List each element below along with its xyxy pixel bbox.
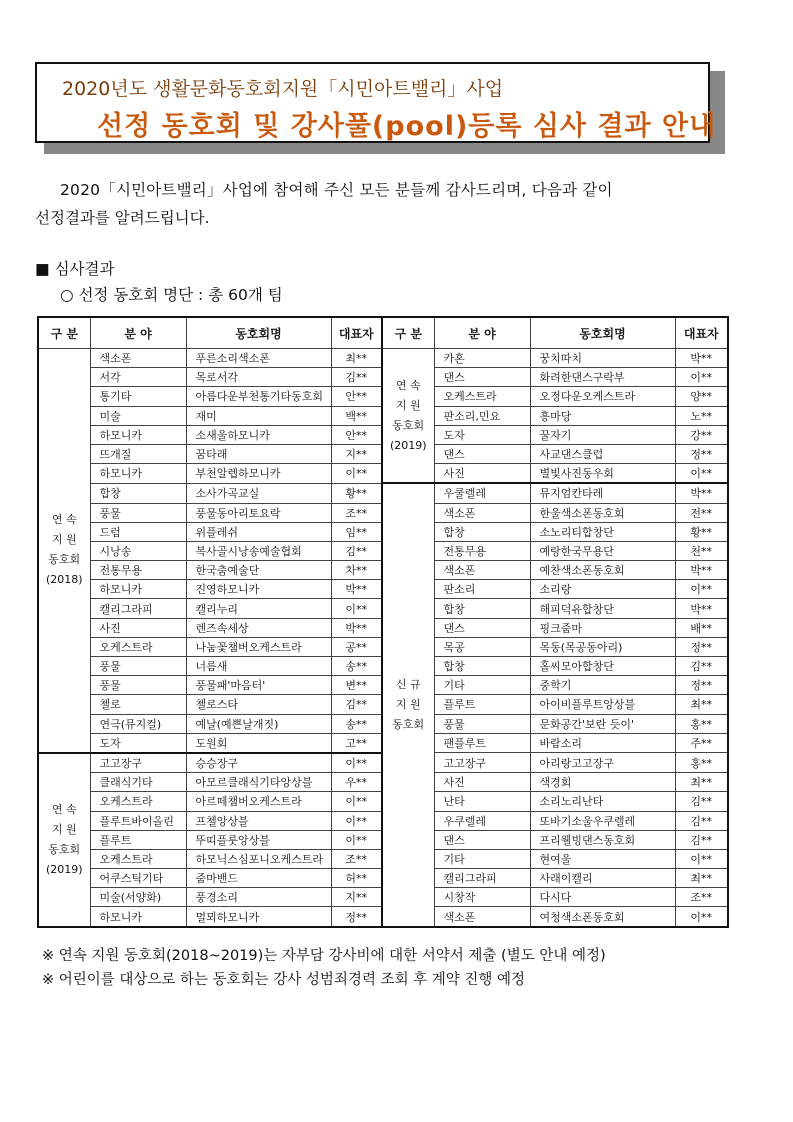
representative-cell: 박** bbox=[675, 483, 728, 503]
club-name-cell: 별빛사진동우회 bbox=[530, 464, 675, 484]
representative-cell: 이** bbox=[331, 599, 382, 618]
field-cell: 색소폰 bbox=[434, 907, 530, 927]
representative-cell: 임** bbox=[331, 522, 382, 541]
table-row bbox=[38, 349, 728, 368]
field-cell: 고고장구 bbox=[434, 753, 530, 773]
club-name-cell: 소새울하모니카 bbox=[186, 425, 331, 444]
representative-cell: 주** bbox=[675, 733, 728, 753]
representative-cell: 황** bbox=[331, 483, 382, 503]
representative-cell: 김** bbox=[675, 657, 728, 676]
group-label-line: 연 속 bbox=[51, 802, 77, 816]
note-1: ※ 연속 지원 동호회(2018~2019)는 자부담 강사비에 대한 서약서 제출 (별도 안내 예정) bbox=[42, 948, 606, 964]
representative-cell: 우** bbox=[331, 773, 382, 792]
field-cell: 합창 bbox=[434, 657, 530, 676]
club-name-cell: 해피덕유합창단 bbox=[530, 599, 675, 618]
representative-cell: 김** bbox=[331, 541, 382, 560]
club-name-cell: 색경회 bbox=[530, 773, 675, 792]
club-name-cell: 하모닉스심포니오케스트라 bbox=[186, 849, 331, 868]
representative-cell: 허** bbox=[331, 869, 382, 888]
field-cell: 댄스 bbox=[434, 368, 530, 387]
field-cell: 어쿠스틱기타 bbox=[90, 869, 186, 888]
club-name-cell: 아모르클래식기타앙상블 bbox=[186, 773, 331, 792]
representative-cell: 정** bbox=[675, 637, 728, 656]
field-cell: 목공 bbox=[434, 637, 530, 656]
field-cell: 우쿨렐레 bbox=[434, 483, 530, 503]
club-name-cell: 문화공간'보란 듯이' bbox=[530, 714, 675, 733]
club-name-cell: 예날(예쁜날개짓) bbox=[186, 714, 331, 733]
representative-cell: 정** bbox=[675, 444, 728, 463]
representative-cell: 홍** bbox=[675, 714, 728, 733]
field-cell: 판소리,민요 bbox=[434, 406, 530, 425]
club-name-cell: 풍물패'마음터' bbox=[186, 676, 331, 695]
field-cell: 하모니카 bbox=[90, 464, 186, 484]
field-cell: 서각 bbox=[90, 368, 186, 387]
club-name-cell: 꿈타래 bbox=[186, 444, 331, 463]
field-cell: 카혼 bbox=[434, 349, 530, 368]
group-label-line: 지 원 bbox=[395, 697, 421, 711]
representative-cell: 김** bbox=[331, 695, 382, 714]
club-name-cell: 캘리누리 bbox=[186, 599, 331, 618]
representative-cell: 강** bbox=[675, 425, 728, 444]
representative-cell: 이** bbox=[331, 811, 382, 830]
table-header-cell: 구 분 bbox=[38, 317, 90, 349]
club-name-cell: 사교댄스클럽 bbox=[530, 444, 675, 463]
field-cell: 미술(서양화) bbox=[90, 888, 186, 907]
table-header-row bbox=[38, 317, 728, 349]
club-name-cell: 도원회 bbox=[186, 733, 331, 753]
club-name-cell: 현여울 bbox=[530, 849, 675, 868]
group-label bbox=[38, 349, 90, 753]
field-cell: 풍물 bbox=[90, 503, 186, 522]
field-cell: 댄스 bbox=[434, 444, 530, 463]
club-name-cell: 오정다운오케스트라 bbox=[530, 387, 675, 406]
field-cell: 오케스트라 bbox=[90, 849, 186, 868]
field-cell: 플루트 bbox=[434, 695, 530, 714]
representative-cell: 양** bbox=[675, 387, 728, 406]
representative-cell: 안** bbox=[331, 425, 382, 444]
field-cell: 사진 bbox=[434, 464, 530, 484]
club-name-cell: 소노리티합창단 bbox=[530, 522, 675, 541]
field-cell: 도자 bbox=[434, 425, 530, 444]
field-cell: 하모니카 bbox=[90, 425, 186, 444]
club-name-cell: 목로서각 bbox=[186, 368, 331, 387]
group-label-line: 동호회 bbox=[48, 842, 81, 856]
club-name-cell: 프첼앙상블 bbox=[186, 811, 331, 830]
club-name-cell: 여청색소폰동호회 bbox=[530, 907, 675, 927]
field-cell: 색소폰 bbox=[434, 503, 530, 522]
representative-cell: 이** bbox=[675, 907, 728, 927]
representative-cell: 박** bbox=[331, 580, 382, 599]
representative-cell: 김** bbox=[675, 830, 728, 849]
representative-cell: 이** bbox=[675, 849, 728, 868]
representative-cell: 박** bbox=[675, 349, 728, 368]
table-header-cell: 분 야 bbox=[90, 317, 186, 349]
field-cell: 사진 bbox=[434, 773, 530, 792]
club-name-cell: 승승장구 bbox=[186, 753, 331, 773]
field-cell: 첼로 bbox=[90, 695, 186, 714]
field-cell: 난타 bbox=[434, 792, 530, 811]
representative-cell: 조** bbox=[331, 849, 382, 868]
field-cell: 기타 bbox=[434, 849, 530, 868]
club-name-cell: 첼로스타 bbox=[186, 695, 331, 714]
representative-cell: 김** bbox=[675, 792, 728, 811]
field-cell: 합창 bbox=[90, 483, 186, 503]
representative-cell: 최** bbox=[675, 869, 728, 888]
club-name-cell: 진영하모니카 bbox=[186, 580, 331, 599]
club-name-cell: 다시다 bbox=[530, 888, 675, 907]
representative-cell: 홍** bbox=[675, 753, 728, 773]
representative-cell: 천** bbox=[675, 541, 728, 560]
field-cell: 색소폰 bbox=[434, 561, 530, 580]
representative-cell: 전** bbox=[675, 503, 728, 522]
group-label-line: 신 규 bbox=[395, 677, 421, 691]
group-label-line: 연 속 bbox=[395, 378, 421, 392]
club-name-cell: 홀씨모아합창단 bbox=[530, 657, 675, 676]
club-name-cell: 꿍치따치 bbox=[530, 349, 675, 368]
representative-cell: 정** bbox=[675, 676, 728, 695]
representative-cell: 이** bbox=[331, 464, 382, 484]
group-label-line: 동호회 bbox=[48, 553, 81, 567]
title-box bbox=[35, 62, 717, 143]
field-cell: 전통무용 bbox=[434, 541, 530, 560]
club-name-cell: 한울색소폰동호회 bbox=[530, 503, 675, 522]
representative-cell: 지** bbox=[331, 444, 382, 463]
club-name-cell: 소리랑 bbox=[530, 580, 675, 599]
group-label-line: 동호회 bbox=[392, 717, 425, 731]
field-cell: 댄스 bbox=[434, 618, 530, 637]
group-label bbox=[382, 483, 434, 926]
table-header-cell: 분 야 bbox=[434, 317, 530, 349]
field-cell: 풍물 bbox=[90, 676, 186, 695]
representative-cell: 박** bbox=[675, 599, 728, 618]
representative-cell: 정** bbox=[331, 907, 382, 927]
representative-cell: 변** bbox=[331, 676, 382, 695]
club-name-cell: 한국춤예술단 bbox=[186, 561, 331, 580]
field-cell: 플루트바이올린 bbox=[90, 811, 186, 830]
group-label-line: 연 속 bbox=[51, 513, 77, 527]
title-line-1: 2020년도 생활문화동호회지원「시민아트밸리」사업 bbox=[62, 78, 504, 100]
table-header-cell: 대표자 bbox=[675, 317, 728, 349]
section-subheading: ○ 선정 동호회 명단 : 총 60개 팀 bbox=[60, 286, 283, 304]
representative-cell: 안** bbox=[331, 387, 382, 406]
club-name-cell: 뚜띠플룻앙상블 bbox=[186, 830, 331, 849]
field-cell: 미술 bbox=[90, 406, 186, 425]
representative-cell: 이** bbox=[331, 830, 382, 849]
club-name-cell: 핑크줌마 bbox=[530, 618, 675, 637]
representative-cell: 이** bbox=[331, 753, 382, 773]
club-name-cell: 소리노리난타 bbox=[530, 792, 675, 811]
club-name-cell: 꿀자기 bbox=[530, 425, 675, 444]
field-cell: 시창작 bbox=[434, 888, 530, 907]
note-2: ※ 어린이를 대상으로 하는 동호회는 강사 성범죄경력 조회 후 계약 진행 예정 bbox=[42, 972, 526, 988]
field-cell: 합창 bbox=[434, 522, 530, 541]
table-header-cell: 동호회명 bbox=[530, 317, 675, 349]
club-name-cell: 아름다운부천통기타동호회 bbox=[186, 387, 331, 406]
table-header-cell: 구 분 bbox=[382, 317, 434, 349]
representative-cell: 최** bbox=[331, 349, 382, 368]
field-cell: 팬플루트 bbox=[434, 733, 530, 753]
club-name-cell: 아이비플루트앙상블 bbox=[530, 695, 675, 714]
field-cell: 캘리그라피 bbox=[90, 599, 186, 618]
club-name-cell: 목동(목공동아리) bbox=[530, 637, 675, 656]
field-cell: 판소리 bbox=[434, 580, 530, 599]
representative-cell: 공** bbox=[331, 637, 382, 656]
representative-cell: 최** bbox=[675, 773, 728, 792]
representative-cell: 김** bbox=[331, 368, 382, 387]
field-cell: 뜨개질 bbox=[90, 444, 186, 463]
representative-cell: 박** bbox=[331, 618, 382, 637]
representative-cell: 최** bbox=[675, 695, 728, 714]
representative-cell: 지** bbox=[331, 888, 382, 907]
field-cell: 드럼 bbox=[90, 522, 186, 541]
intro-line-2: 선정결과를 알려드립니다. bbox=[35, 209, 210, 227]
representative-cell: 송** bbox=[331, 657, 382, 676]
field-cell: 합창 bbox=[434, 599, 530, 618]
field-cell: 시낭송 bbox=[90, 541, 186, 560]
results-table bbox=[37, 316, 729, 928]
field-cell: 풍물 bbox=[90, 657, 186, 676]
field-cell: 캘리그라피 bbox=[434, 869, 530, 888]
field-cell: 통기타 bbox=[90, 387, 186, 406]
club-name-cell: 사래이캘리 bbox=[530, 869, 675, 888]
field-cell: 기타 bbox=[434, 676, 530, 695]
representative-cell: 차** bbox=[331, 561, 382, 580]
representative-cell: 이** bbox=[675, 580, 728, 599]
field-cell: 풍물 bbox=[434, 714, 530, 733]
representative-cell: 조** bbox=[675, 888, 728, 907]
representative-cell: 황** bbox=[675, 522, 728, 541]
group-label bbox=[38, 753, 90, 927]
field-cell: 도자 bbox=[90, 733, 186, 753]
club-name-cell: 풍경소리 bbox=[186, 888, 331, 907]
field-cell: 하모니카 bbox=[90, 907, 186, 927]
intro-paragraph bbox=[35, 176, 735, 232]
club-name-cell: 렌즈속세상 bbox=[186, 618, 331, 637]
club-name-cell: 화려한댄스구락부 bbox=[530, 368, 675, 387]
representative-cell: 고** bbox=[331, 733, 382, 753]
intro-line-1: 2020「시민아트밸리」사업에 참여해 주신 모든 분들께 감사드리며, 다음과 같이 bbox=[60, 181, 613, 199]
group-label-line: (2018) bbox=[45, 573, 83, 587]
field-cell: 고고장구 bbox=[90, 753, 186, 773]
club-name-cell: 부천알렙하모니카 bbox=[186, 464, 331, 484]
representative-cell: 백** bbox=[331, 406, 382, 425]
club-name-cell: 소사가곡교실 bbox=[186, 483, 331, 503]
club-name-cell: 줌마밴드 bbox=[186, 869, 331, 888]
group-label-line: (2019) bbox=[45, 862, 83, 876]
field-cell: 클래식기타 bbox=[90, 773, 186, 792]
group-label bbox=[382, 349, 434, 484]
club-name-cell: 흥마당 bbox=[530, 406, 675, 425]
field-cell: 오케스트라 bbox=[90, 792, 186, 811]
representative-cell: 이** bbox=[675, 368, 728, 387]
group-label-line: 동호회 bbox=[392, 418, 425, 432]
field-cell: 연극(뮤지컬) bbox=[90, 714, 186, 733]
representative-cell: 노** bbox=[675, 406, 728, 425]
field-cell: 사진 bbox=[90, 618, 186, 637]
club-name-cell: 예찬색소폰동호회 bbox=[530, 561, 675, 580]
representative-cell: 박** bbox=[675, 561, 728, 580]
field-cell: 오케스트라 bbox=[90, 637, 186, 656]
club-name-cell: 멀뫼하모니카 bbox=[186, 907, 331, 927]
club-name-cell: 너름새 bbox=[186, 657, 331, 676]
field-cell: 색소폰 bbox=[90, 349, 186, 368]
field-cell: 우쿠렐레 bbox=[434, 811, 530, 830]
notes bbox=[42, 944, 606, 992]
group-label-line: 지 원 bbox=[51, 533, 77, 547]
field-cell: 플루트 bbox=[90, 830, 186, 849]
club-name-cell: 풍물동아리토요락 bbox=[186, 503, 331, 522]
club-name-cell: 나눔꽃챔버오케스트라 bbox=[186, 637, 331, 656]
field-cell: 오케스트라 bbox=[434, 387, 530, 406]
field-cell: 하모니카 bbox=[90, 580, 186, 599]
table-header-cell: 대표자 bbox=[331, 317, 382, 349]
club-name-cell: 중학기 bbox=[530, 676, 675, 695]
club-name-cell: 위플레쉬 bbox=[186, 522, 331, 541]
representative-cell: 이** bbox=[331, 792, 382, 811]
club-name-cell: 예랑한국무용단 bbox=[530, 541, 675, 560]
club-name-cell: 프리웰빙댄스동호회 bbox=[530, 830, 675, 849]
section-heading: ■ 심사결과 bbox=[35, 260, 115, 278]
club-name-cell: 뮤지엄칸타레 bbox=[530, 483, 675, 503]
club-name-cell: 바람소리 bbox=[530, 733, 675, 753]
table-row bbox=[38, 483, 728, 503]
group-label-line: 지 원 bbox=[395, 398, 421, 412]
group-label-line: (2019) bbox=[389, 438, 427, 452]
representative-cell: 이** bbox=[675, 464, 728, 484]
club-name-cell: 아리랑고고장구 bbox=[530, 753, 675, 773]
field-cell: 전통무용 bbox=[90, 561, 186, 580]
representative-cell: 배** bbox=[675, 618, 728, 637]
club-name-cell: 복사골시낭송예술협회 bbox=[186, 541, 331, 560]
table-header-cell: 동호회명 bbox=[186, 317, 331, 349]
club-name-cell: 푸른소리색소폰 bbox=[186, 349, 331, 368]
representative-cell: 조** bbox=[331, 503, 382, 522]
club-name-cell: 재미 bbox=[186, 406, 331, 425]
title-line-2: 선정 동호회 및 강사풀(pool)등록 심사 결과 안내 bbox=[97, 111, 717, 142]
field-cell: 댄스 bbox=[434, 830, 530, 849]
representative-cell: 송** bbox=[331, 714, 382, 733]
representative-cell: 김** bbox=[675, 811, 728, 830]
club-name-cell: 아르떼챔버오케스트라 bbox=[186, 792, 331, 811]
group-label-line: 지 원 bbox=[51, 822, 77, 836]
club-name-cell: 또바기소울우쿠렐레 bbox=[530, 811, 675, 830]
